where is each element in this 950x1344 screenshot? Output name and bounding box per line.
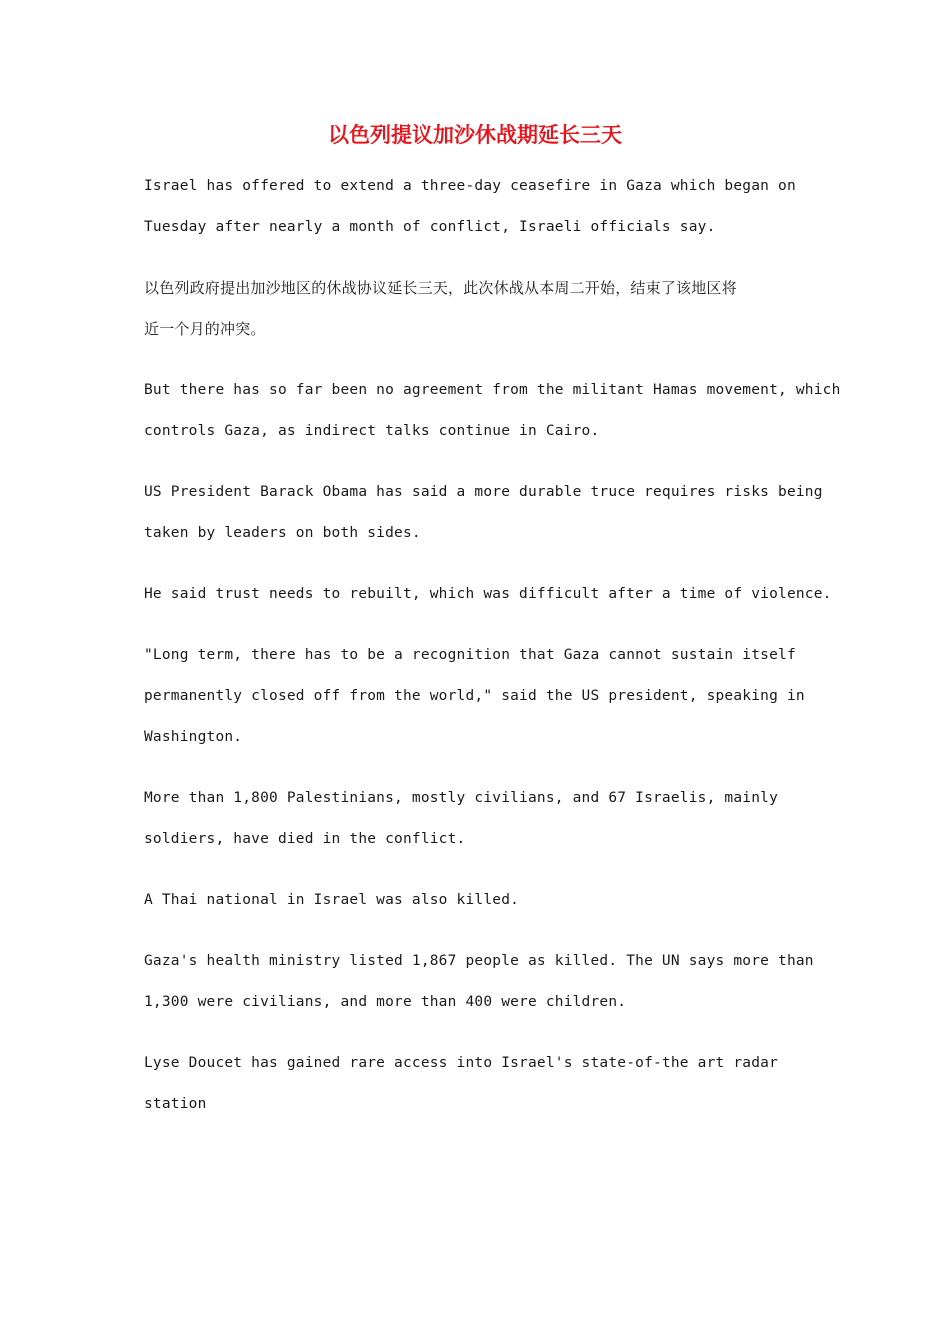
paragraph-10	[144, 1043, 824, 1125]
paragraph-line: Tuesday after nearly a month of conflict, Israeli officials say.	[144, 219, 716, 235]
paragraph-3	[144, 370, 841, 452]
paragraph-1	[144, 166, 824, 248]
paragraph-line: permanently closed off from the world," said the US president, speaking in	[144, 688, 805, 704]
paragraph-line: He said trust needs to rebuilt, which was difficult after a time of violence.	[144, 586, 832, 602]
paragraph-6-quote	[144, 635, 824, 758]
paragraph-8	[144, 880, 824, 921]
paragraph-line: 以色列政府提出加沙地区的休战协议延长三天，此次休战从本周二开始，结束了该地区将	[144, 279, 737, 297]
page-title: 以色列提议加沙休战期延长三天	[328, 123, 622, 147]
paragraph-line: controls Gaza, as indirect talks continue in Cairo.	[144, 423, 600, 439]
paragraph-line: A Thai national in Israel was also killed.	[144, 892, 520, 908]
paragraph-line: 近一个月的冲突。	[144, 320, 266, 338]
paragraph-line: Lyse Doucet has gained rare access into Israel's state-of-the art radar	[144, 1055, 779, 1071]
paragraph-line: But there has so far been no agreement from the militant Hamas movement, which	[144, 382, 841, 398]
paragraph-line: Gaza's health ministry listed 1,867 people as killed. The UN says more than	[144, 953, 814, 969]
paragraph-4	[144, 472, 824, 554]
paragraph-7	[144, 778, 824, 860]
paragraph-line: "Long term, there has to be a recognition that Gaza cannot sustain itself	[144, 647, 796, 663]
paragraph-line: More than 1,800 Palestinians, mostly civilians, and 67 Israelis, mainly	[144, 790, 779, 806]
paragraph-line: US President Barack Obama has said a more durable truce requires risks being	[144, 484, 823, 500]
paragraph-5	[144, 574, 832, 615]
paragraph-line: Washington.	[144, 729, 243, 745]
paragraph-line: soldiers, have died in the conflict.	[144, 831, 466, 847]
paragraph-line: station	[144, 1096, 207, 1112]
paragraph-2-chinese	[144, 268, 824, 350]
paragraph-9	[144, 941, 824, 1023]
paragraph-line: Israel has offered to extend a three-day ceasefire in Gaza which began on	[144, 178, 796, 194]
paragraph-line: taken by leaders on both sides.	[144, 525, 421, 541]
paragraph-line: 1,300 were civilians, and more than 400 were children.	[144, 994, 627, 1010]
